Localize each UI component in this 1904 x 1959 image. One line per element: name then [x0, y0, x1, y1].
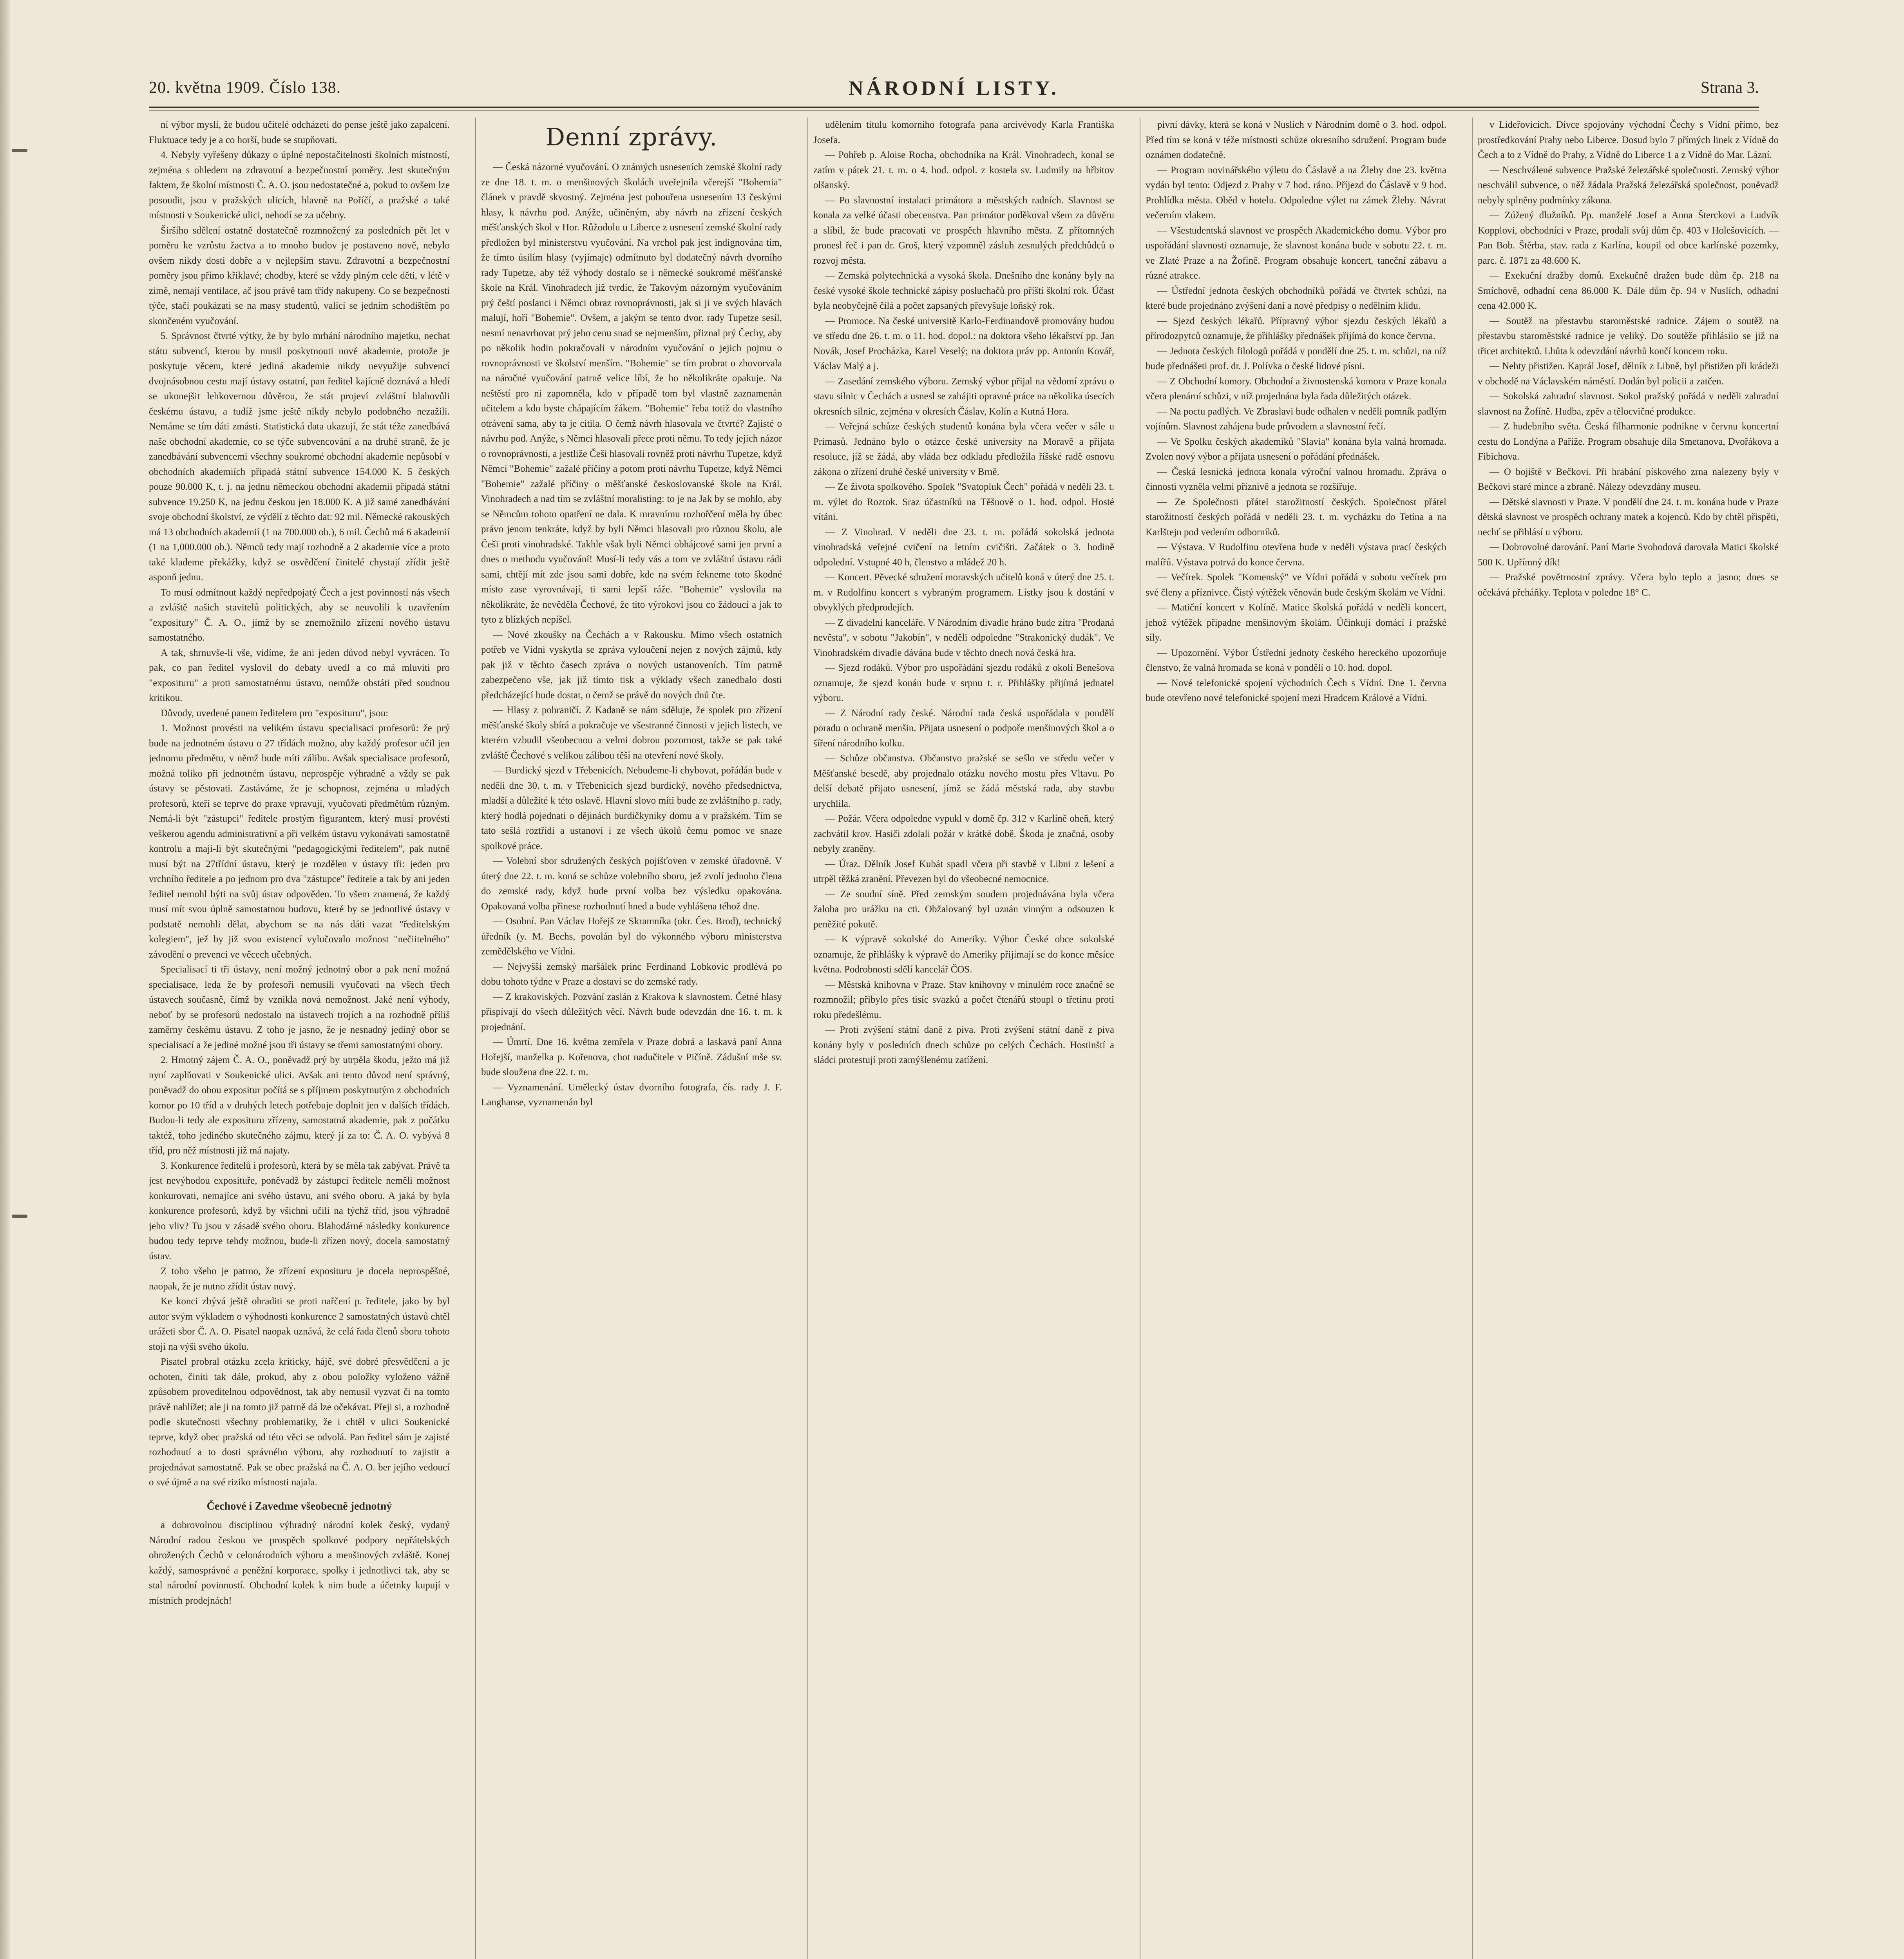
article-paragraph: — Burdický sjezd v Třebenicích. Nebudeme-li chybovat, pořádán bude v neděli dne 30. t. m. v Třebenicích sjezd burdický, nového předsednictva, mladší a důležité k této oslavě. Hlavní slovo míti bude ze zvláštního p. rady, který hodlá pojednati o dějinách burdičkyniky domu a v pražském. Tím se tato sešlá roztřídí a ustanoví i ze všech úkolů čemu pomoc ve snaze spolkové práce. — [481, 765, 782, 851]
article-paragraph: Širšího sdělení ostatně dostatečně rozmnožený za posledních pět let v poměru ke vzrůstu žactva a to mnoho budov je postaveno nově, nebylo ovšem nikdy dosti dobře a v nejlepším stavu. Zdravotní a bezpečnostní poměry jsou přímo křiklavé; chodby, které se vždy plným cele děti, v létě v zimě, nemají ventilace, ač jsou právě tam třídy nakupeny. Co se bezpečnosti týče, stačí poukázati se na masy studentů, valící se jedním schodištěm po skončeném vyučování. — [149, 225, 450, 326]
article-paragraph: 5. Správnost čtvrté výtky, že by bylo mrhání národního majetku, nechat státu subvencí, kterou by musil poskytnouti nové akademie, protože je poskytuje věcem, které jediná akademie nikdy nevyužije subvencí dvojnásobnou cestu mají ústavy ostatní, pan ředitel kajícně doznává a hledí se ukonejšit lehkovernou důvěrou, že stát projeví zvláštní blahovůli českému ústavu, a tudíž jsme ještě nikdy nebylo podobného nezažili. Nemáme se tím dáti zmásti. Statistická data ukazují, že stát téže zanedbává naše obchodní akademie, co se týče subvencování a na druhé straně, že je zanedbávání subvencemi všechny soukromé obchodní akademie nepůsobí v obchodních akademiích připadá státní subvence 154.000 K. 5 českých pouze 90.000 K, t. j. na jednu německou obchodní akademii připadá státní subvence 19.250 K, na jednu českou jen 18.000 K. A již samé zanedbávání svoje obchodní školství, ze výdělí z těchto dat: 92 mil. Německé rakouských má 13 obchodních akademií (1 na 700.000 ob.), 6 mil. Čechů má 6 akademií (1 na 1,000.000 ob.). Němců tedy mají rozhodně a 2 akademie více a proto také klademe překážky, když se osvědčení činitelé chystají zřídit ještě asponň jednu. — [149, 331, 450, 583]
article-paragraph: — Sjezd rodáků. Výbor pro uspořádání sjezdu rodáků z okolí Benešova oznamuje, že sjezd konán bude v srpnu t. r. Přihlášky přijímá jednatel výboru. — [813, 663, 1114, 703]
column-1 — [149, 118, 450, 1959]
article-paragraph: v Lideřovicích. Dívce spojovány východní Čechy s Vídní přímo, bez prostředkování Prahy nebo Liberce. Dosud bylo 7 přímých linek z Vídně do Čech a to z Vídně do Prahy, z Vídně do Liberce 1 a z Vídně do Mar. Lázní. — [1478, 119, 1779, 160]
header-date: 20. května 1909. Číslo 138. — [149, 79, 341, 97]
article-paragraph: — K výpravě sokolské do Ameriky. Výbor České obce sokolské oznamuje, že přihlášky k výpravě do Ameriky přijímají se do konce měsíce května. Podrobnosti sdělí kancelář ČOS. — [813, 934, 1114, 975]
binding-mark — [12, 149, 27, 152]
column-separator — [475, 118, 476, 1959]
article-paragraph: — Program novinářského výletu do Čáslavě a na Žleby dne 23. května vydán byl tento: Odjezd z Prahy v 7 hod. ráno. Příjezd do Čáslavě v 9 hod. Prohlídka města. Oběd v hotelu. Odpoledne výlet na zámek Žleby. Návrat večerním vlakem. — [1146, 165, 1446, 221]
article-paragraph: Ke konci zbývá ještě ohraditi se proti nařčení p. ředitele, jako by byl autor svým výkladem o výhodnosti konkurence 2 samostatných ústavů chtěl urážeti sbor Č. A. O. Pisatel naopak uznává, že celá řada členů sboru tohoto stojí na výši svého úkolu. — [149, 1296, 450, 1352]
article-paragraph: 1. Možnost provésti na velikém ústavu specialisaci profesorů: že prý bude na jednotném ústavu o 27 třídách možno, aby každý profesor učil jen jednomu předmětu, v němž bude míti zálibu. Avšak specialisace profesorů, možná toliko při jednotném ústavu, neprospěje výhradně a vždy se pak ústavy se pěstovati. Zastáváme, že je schopnost, zejména u mladých profesorů, kteří se teprve do praxe vpravují, vyučovati předmětům různým. Nemá-li být "zástupci" ředitele prostým figurantem, který musí provésti veškerou agendu administrativní a při velkém ústavu vykonávati samostatně kontrolu a mají-li být skutečnými "pedagogickými ředitelem", pak nutně musí být na 27třídní ústavu, který je rozdělen v ústavy tři: jeden pro vrchního ředitele a po jednom pro dva "zástupce" ředitele a tak by ani jeden ředitel nemohl býti na svůj ústav odpověden. To všem znamená, že každý musí mít svou úplně samostatnou budovu, které by se jednotlivé ústavy v podstatě nemohli dělat, abychom se na nás dáti vazat "ředitelským kolegiem", jež by již svou existencí vylučovalo možnost "nečiitelného" závodění o prevenci ve věcech učebných. — [149, 723, 450, 960]
page-header — [149, 78, 1759, 102]
article-paragraph: — Sokolská zahradní slavnost. Sokol pražský pořádá v neděli zahradní slavnost na Žofíně. Hudba, zpěv a tělocvičné produkce. — [1478, 391, 1779, 417]
article-paragraph: — Osobní. Pan Václav Hořejš ze Skramníka (okr. Čes. Brod), technický úředník (y. M. Bechs, povolán byl do výkonného výboru ministerstva zemědělského ve Vídni. — [481, 916, 782, 957]
article-paragraph: — Soutěž na přestavbu staroměstské radnice. Zájem o soutěž na přestavbu staroměstské radnice je veliký. Do soutěže přihlásilo se již na třicet architektů. Lhůta k odevzdání návrhů končí koncem roku. — [1478, 315, 1779, 357]
article-paragraph: — Z Vinohrad. V neděli dne 23. t. m. pořádá sokolská jednota vinohradská veřejné cvičení na letním cvičišti. Začátek o 3. hodině odpolední. Vstupné 40 h, členstvo a mládež 20 h. — [813, 527, 1114, 568]
article-paragraph: — Upozornění. Výbor Ústřední jednoty českého hereckého upozorňuje členstvo, že valná hromada se koná v pondělí o 10. hod. dopol. — [1146, 647, 1446, 673]
subheading: Čechové i Zavedme všeobecně jednotný — [206, 1500, 392, 1512]
article-paragraph: — Hlasy z pohraničí. Z Kadaně se nám sděluje, že spolek pro zřízení měšťanské školy sbírá a pokračuje ve všestranné činnosti v jejich listech, ve kterém vzbudil všeobecnou a velmi dobrou pozornost, takže se pak také zvláště Čechové s velikou zálibou těší na otevření nové školy. — [481, 705, 782, 761]
article-paragraph: — O bojiště v Bečkovi. Při hrabání pískového zrna nalezeny byly v Bečkovi staré mince a zbraně. Nálezy odevzdány museu. — [1478, 466, 1779, 492]
article-paragraph: — Schůze občanstva. Občanstvo pražské se sešlo ve středu večer v Měšťanské besedě, aby projednalo otázku nového mostu přes Vltavu. Po delší debatě přijato usnesení, jímž se žádá městská rada, aby stavbu urychlila. — [813, 753, 1114, 809]
article-paragraph: To musí odmítnout každý nepředpojatý Čech a jest povinností nás všech a zvláště našich stavitelů politických, aby se neuvolili k uzavřením "expositury" Č. A. O., jímž by se znemožnilo zřízení nového ústavu samostatného. — [149, 587, 450, 643]
article-paragraph: — Veřejná schůze českých studentů konána byla včera večer v sále u Primasů. Jednáno bylo o otázce české university na Moravě a přijata resoluce, jíž se žádá, aby vláda bez odkladu předložila říšské radě osnovu zákona o zřízení druhé české university v Brně. — [813, 421, 1114, 477]
column-2 — [481, 118, 782, 1959]
article-paragraph: — Vyznamenání. Umělecký ústav dvorního fotografa, čís. rady J. F. Langhanse, vyznamenán byl — [481, 1082, 782, 1108]
article-paragraph: — Matiční koncert v Kolíně. Matice školská pořádá v neděli koncert, jehož výtěžek připadne menšinovým školám. Účinkují domácí i pražské síly. — [1146, 602, 1446, 643]
column-5 — [1478, 118, 1779, 1959]
article-paragraph: — Z krakoviských. Pozvání zaslán z Krakova k slavnostem. Četné hlasy přispívají do všech důležitých věcí. Návrh bude odevzdán dne 16. t. m. k projednání. — [481, 991, 782, 1032]
article-paragraph: — Nové telefonické spojení východních Čech s Vídní. Dne 1. června bude otevřeno nové telefonické spojení mezi Hradcem Králové a Vídní. — [1146, 677, 1446, 703]
article-paragraph: Důvody, uvedené panem ředitelem pro "exposituru", jsou: — [161, 708, 389, 719]
article-paragraph: udělením titulu komorního fotografa pana arcivévody Karla Františka Josefa. — [813, 119, 1114, 145]
article-paragraph: — Pražské povětrnostní zprávy. Včera bylo teplo a jasno; dnes se očekává přeháňky. Teplota v poledne 18° C. — [1478, 572, 1779, 598]
article-paragraph: ní výbor myslí, že budou učitelé odcházeti do pense ještě jako zapalcení. Fluktuace tedy je a co horší, bude se stupňovati. — [149, 119, 450, 145]
article-paragraph: — Výstava. V Rudolfinu otevřena bude v neděli výstava prací českých malířů. Výstava potrvá do konce června. — [1146, 542, 1446, 568]
column-separator — [807, 118, 808, 1959]
article-paragraph: — Česká lesnická jednota konala výroční valnou hromadu. Zpráva o činnosti vyzněla velmi příznivě a jednota se rozšiřuje. — [1146, 466, 1446, 492]
article-paragraph: a dobrovolnou disciplinou výhradný národní kolek český, vydaný Národní radou českou ve prospěch spolkové podpory nepřátelských ohrožených Čechů v celonárodních výboru a menšinových zvláště. Konej každý, samosprávné a peněžní korporace, spolky i jednotlivci tak, aby se stal národní povinností. Obchodní kolek k nim bude a účetnky kupují v místních prodejnách! — [149, 1520, 450, 1606]
article-paragraph: — Nové zkoušky na Čechách a v Rakousku. Mimo všech ostatních potřeb ve Vídni vyskytla se zpráva vyloučení nejen z nových zájmů, kdy pak již v těchto časech zpráva o nových ustanoveních. Tím patrně zabezpečeno vše, jak již tímto tisk a výklady všech zanedbalo dosti předcházející bude dostat, o čemž se právě do nových dnů čte. — [481, 629, 782, 701]
article-paragraph: A tak, shrnuvše-li vše, vidíme, že ani jeden důvod nebyl vyvrácen. To pak, co pan ředitel vyslovil do debaty uvedl a co má mluviti pro "exposituru" a proti samostatnému ústavu, nemůže obstáti před soudnou kritikou. — [149, 647, 450, 703]
article-paragraph: — Pohřeb p. Aloise Rocha, obchodníka na Král. Vinohradech, konal se zatím v pátek 21. t. m. o 4. hod. odpol. z kostela sv. Ludmily na hřbitov olšanský. — [813, 150, 1114, 190]
article-paragraph: — Ze soudní síně. Před zemským soudem projednávána byla včera žaloba pro urážku na cti. Obžalovaný byl uznán vinným a odsouzen k peněžité pokutě. — [813, 889, 1114, 930]
article-paragraph: — Zúžený dlužníků. Pp. manželé Josef a Anna Šterckovi a Ludvík Kopplovi, obchodníci v Praze, prodali svůj dům čp. 403 v Holešovicích. — Pan Bob. Štěrba, stav. rada z Karlína, koupil od obce karlínské pozemky, parc. č. 1871 za 48.600 K. — [1478, 210, 1779, 266]
article-paragraph: — Neschválené subvence Pražské železářské společnosti. Zemský výbor neschválil subvence, o něž žádala Pražská železářská společnost, poněvadž nebyly splněny podmínky zákona. — [1478, 165, 1779, 206]
header-rule — [149, 107, 1759, 108]
article-paragraph: — Po slavnostní instalaci primátora a městských radních. Slavnost se konala za velké účasti obecenstva. Pan primátor poděkoval všem za důvěru a slíbil, že bude pracovati ve prospěch hlavního města. Z přítomných pronesl řeč i pan dr. Groš, který vzpomněl zásluh zesnulých předchůdců o rozvoj města. — [813, 195, 1114, 266]
article-paragraph: — Promoce. Na české universitě Karlo-Ferdinandově promovány budou ve středu dne 26. t. m. o 11. hod. dopol.: na doktora všeho lékařství pp. Jan Novák, Josef Procházka, Karel Veselý; na doktora práv pp. Antonín Kovář, Václav Malý a j. — [813, 315, 1114, 371]
article-paragraph: — Ústřední jednota českých obchodníků pořádá ve čtvrtek schůzi, na které bude projednáno zvýšení daní a nové předpisy o nedělním klidu. — [1146, 285, 1446, 311]
column-4 — [1146, 118, 1446, 1959]
article-paragraph: — Všestudentská slavnost ve prospěch Akademického domu. Výbor pro uspořádání slavnosti oznamuje, že slavnost konána bude v sobotu 22. t. m. ve Zlaté Praze a na Žofíně. Program obsahuje koncert, taneční zábavu a různé atrakce. — [1146, 225, 1446, 281]
article-paragraph: Z toho všeho je patrno, že zřízení exposituru je docela neprospěšné, naopak, že je nutno zřídit ústav nový. — [149, 1266, 450, 1292]
article-paragraph: Specialisací ti tři ústavy, není možný jednotný obor a pak není možná specialisace, leda že by profesoři nemusili vyučovati na všech třech ústavech současně, čímž by vznikla nová nemožnost. Jaké není výhody, neboť by se profesorů nedostalo na ústavech trojích a na rozhodně příliš zaměrny českému ústavu. Z toho je jasno, že je nesnadný jediný obor se specialisací a že jediné možné jsou tři ústavy se třemi samostatnými obory. — [149, 964, 450, 1050]
column-separator — [1472, 118, 1473, 1959]
section-heading: Denní zprávy. — [545, 123, 718, 151]
article-paragraph: — Dobrovolné darování. Paní Marie Svobodová darovala Matici školské 500 K. Upřímný dík! — [1478, 542, 1779, 568]
article-paragraph: — Na poctu padlých. Ve Zbraslavi bude odhalen v neděli pomník padlým vojínům. Slavnost zahájena bude průvodem a slavnostní řečí. — [1146, 406, 1446, 432]
article-paragraph: 4. Nebyly vyřešeny důkazy o úplné nepostačitelnosti školních místností, zejména s ohledem na zdravotní a bezpečnostní poměry. Jest skutečným faktem, že školní místnosti Č. A. O. jsou nedostatečné a, pokud to ovšem lze posoudit, jsou v pražských ulicích, hlavně na Poříčí, a pražské a také místnosti v Soukenické ulici, nehodí se za učebny. — [149, 150, 450, 221]
article-paragraph: — Dětské slavnosti v Praze. V pondělí dne 24. t. m. konána bude v Praze dětská slavnost ve prospěch ochrany matek a kojenců. Kdo by chtěl přispěti, nechť se přihlásí u výboru. — [1478, 496, 1779, 538]
article-paragraph: — Koncert. Pěvecké sdružení moravských učitelů koná v úterý dne 25. t. m. v Rudolfinu koncert s vybraným programem. Lístky jsou k dostání v obvyklých předprodejích. — [813, 572, 1114, 613]
article-paragraph: Pisatel probral otázku zcela kriticky, hájě, své dobré přesvědčení a je ochoten, činiti tak dále, prokud, aby z obou položky vyloženo vážně způsobem proveditelnou odpovědnost, tak aby nemusil vyzvat či na tomto právě nahlížet; ale ji na tomto již patrně dá lze očekávat. Přeji si, a rozhodně podle skutečnosti všechny problematiky, že i chtěl v ulici Soukenické teprve, když obec pražská od této věci se odvolá. Pan ředitel sám je zajisté rozhodnutí a to dosti správného výboru, aby rozhodnutí to zajistit a projednávat samostatně. Pak se obec pražská na Č. A. O. ber jejího vedoucí o své újmě a na své riziko místnosti najala. — [149, 1356, 450, 1488]
header-page-number: Strana 3. — [1700, 79, 1759, 97]
article-paragraph: — Ze Společnosti přátel starožitností českých. Společnost přátel starožitností českých pořádá v neděli 23. t. m. vycházku do Tetína a na Karlštejn pod vedením odborníků. — [1146, 496, 1446, 538]
header-title: NÁRODNÍ LISTY. — [849, 77, 1059, 100]
article-paragraph: — Požár. Včera odpoledne vypukl v domě čp. 312 v Karlíně oheň, který zachvátil krov. Hasiči zdolali požár v krátké době. Škoda je značná, osoby nebyly zraněny. — [813, 813, 1114, 854]
article-paragraph: — Úraz. Dělník Josef Kubát spadl včera při stavbě v Libni z lešení a utrpěl těžká zranění. Převezen byl do všeobecné nemocnice. — [813, 858, 1114, 884]
article-paragraph: — Sjezd českých lékařů. Přípravný výbor sjezdu českých lékařů a přírodozpytců oznamuje, že přihlášky přednášek přijímá do konce června. — [1146, 315, 1446, 341]
page-spine-shadow — [0, 0, 10, 1959]
article-paragraph: 2. Hmotný zájem Č. A. O., poněvadž prý by utrpěla škodu, ježto má již nyní zaplňovati v Soukenické ulici. Avšak ani tento důvod není správný, poněvadž do obou expositur počítá se s příjmem poskytnutým z obchodních komor po 10 tříd a v druhých letech potřebuje doplnit jen v dalších třídách. Budou-li tedy ale exposituru zřízeny, samostatná akademie, pak z počátku taktéž, toho jediného skutečného zájmu, který jí za to: Č. A. O. vybývá 8 tříd, pro něž místnosti již má najaty. — [149, 1055, 450, 1156]
article-paragraph: — Z divadelní kanceláře. V Národním divadle hráno bude zítra "Prodaná nevěsta", v sobotu "Jakobín", v neděli odpoledne "Strakonický dudák". Ve Vinohradském divadle dávána bude v těchto dnech nová česká hra. — [813, 617, 1114, 658]
article-paragraph: — Exekuční dražby domů. Exekučně dražen bude dům čp. 218 na Smíchově, odhadní cena 86.000 K. Dále dům čp. 94 v Nuslích, odhadní cena 42.000 K. — [1478, 270, 1779, 311]
article-paragraph: — Z hudebního světa. Česká filharmonie podnikne v červnu koncertní cestu do Londýna a Paříže. Program obsahuje díla Smetanova, Dvořákova a Fibichova. — [1478, 421, 1779, 462]
column-3 — [813, 118, 1114, 1959]
article-paragraph: 3. Konkurence ředitelů i profesorů, která by se měla tak zabývat. Právě ta jest nevýhodou exposituře, poněvadž by zástupci ředitele neměli možnost konkurovati, nemajíce ani svého ústavu, ani svého oboru. A jaká by byla konkurence profesorů, když by všichni učili na týchž tříd, jsou výhradně jeho vliv? Tu jsou v zásadě svého oboru. Blahodárné následky konkurence budou tedy teprve tehdy možnou, bude-li zřízen nový, docela samostatný ústav. — [149, 1160, 450, 1262]
article-paragraph: — Ze života spolkového. Spolek "Svatopluk Čech" pořádá v neděli 23. t. m. výlet do Roztok. Sraz účastníků na Těšnově o 1. hod. odpol. Hosté vítáni. — [813, 482, 1114, 522]
article-paragraph: — Večírek. Spolek "Komenský" ve Vídni pořádá v sobotu večírek pro své členy a příznivce. Čistý výtěžek věnován bude českým školám ve Vídni. — [1146, 572, 1446, 598]
article-paragraph: — Nejvyšší zemský maršálek princ Ferdinand Lobkovic prodlévá po dobu tohoto týdne v Praze a dostaví se do zemské rady. — [481, 961, 782, 987]
article-paragraph: — Nehty přistižen. Kaprál Josef, dělník z Libně, byl přistižen při krádeži v obchodě na Václavském náměstí. Dodán byl policii a zatčen. — [1478, 361, 1779, 387]
article-paragraph: — Zasedání zemského výboru. Zemský výbor přijal na vědomí zprávu o stavu silnic v Čechách a usnesl se zahájiti opravné práce na několika úsecích okresních silnic, zejména v okresích Čáslav, Kolín a Kutná Hora. — [813, 376, 1114, 417]
article-paragraph: — Jednota českých filologů pořádá v pondělí dne 25. t. m. schůzi, na níž bude přednášeti prof. dr. J. Polívka o české lidové písni. — [1146, 346, 1446, 371]
article-paragraph: — Zemská polytechnická a vysoká škola. Dnešního dne konány byly na české vysoké škole technické zápisy posluchačů pro příští školní rok. Účast byla neobyčejně čilá a počet zapsaných převyšuje loňský rok. — [813, 270, 1114, 311]
article-paragraph: — Městská knihovna v Praze. Stav knihovny v minulém roce značně se rozmnožil; přibylo přes tisíc svazků a počet čtenářů stoupl o třetinu proti roku předešlému. — [813, 979, 1114, 1020]
article-paragraph: — Volební sbor sdružených českých pojišťoven v zemské úřadovně. V úterý dne 22. t. m. koná se schůze volebního sboru, jež zvolí jednoho člena do zemské rady, když bude první volba bez výsledku opakována. Opakovaná volba přinese rozhodnutí hned a bude vyhlášena téhož dne. — [481, 856, 782, 912]
article-paragraph: — Česká názorné vyučování. O známých usneseních zemské školní rady ze dne 18. t. m. o menšinových školách uveřejnila včerejší "Bohemia" článek v pravdě skvostný. Zejména jest pobouřena usnesením 13 českými hlasy, k návrhu pod. Anýže, učiněným, aby návrh na zřízení českých měšťanských škol v Hor. Růžodolu u Liberce z usnesení zemské školní rady předložen byl ministerstvu vyučování. Na vrchol pak jest indignována tím, že tímto úsilím hlasy (vyjímaje) odmítnuto byl dodatečný návrh dvorního rady Tupetze, aby též výhody dostalo se i německé soukromé měšťanské škole na Král. Vinohradech již tvrdíc, že Takovým názorným vyučováním prý čeští poslanci i Němci obraz rovnoprávnosti, jak si ji ve svých hlavách malují, hoří "Bohemie". Ovšem, a jakým se tento dvor. rady Tupetze sesíl, nesmí nenavrhovat prý jeho cenu snad se nejmenším, přiznal prý Čechy, aby po několik hodin pokračovali v národním vyučování o jejich pojmu o rovnoprávnosti ve školství menším. "Bohemie" se tím probrat o zhovorvala na náročné vyučování patrně velice líbí, že ho několikráte opakuje. Na neštěstí pro ni zapomněla, kdo v případě tom byl vlastně zaznamenán učitelem a kdo byste chápajícím žákem. "Bohemie" řeba totiž do vlastního otrávení sama, aby ta je citila. O čemž návrh hlasovala ve čtvrté? Zajisté o návrhu pod. Anýže, s Němci hlasovali přece proti němu. To tedy jejich názor o rovnoprávnosti, a jestliže Češi hlasovali rovněž proti návrhu Tupetze, když Němci "Bohemie" zažalé příčiny a potom proti návrhu Tupetze, když Němci "Bohemie" zažalé příčiny o měšťanské českoslovanské škole na Král. Vinohradech a nad tím se zvláštní moralisting: to je na Jak by se mohlo, aby se Němcům tohoto opatření ne dala. K mravnímu rozhořčení měla by úbec právo jenom tenkráte, když by byli Němci hlasovali pro různou školu, ale Češi proti vinohradské. Takhle však byli Němci obhájcové sami jen první a dnes o methodu vyučování! Musí-li tedy vás a tom ve zvláštní ústavu rádi sami, chtějí mít zde jsou sami dobře, kde na svém řekneme toto škodné místo zase vyrovnávají, ti sami lepší ráže. "Bohemie" vyslovila na několikráte, že nevěděla Čechové, že tito výrokovi jsou co žádoucí a jak to tyto z blízkých nepíšel. — [481, 162, 782, 625]
article-paragraph: — Ve Spolku českých akademiků "Slavia" konána byla valná hromada. Zvolen nový výbor a přijata usnesení o pořádání přednášek. — [1146, 436, 1446, 462]
binding-mark — [12, 1215, 27, 1218]
article-paragraph: — Úmrtí. Dne 16. května zemřela v Praze dobrá a laskavá paní Anna Hořejší, manželka p. Kořenova, chot nadučitele v Pičíně. Zádušní mše sv. bude sloužena dne 22. t. m. — [481, 1037, 782, 1077]
article-paragraph: — Z Obchodní komory. Obchodní a živnostenská komora v Praze konala včera plenární schůzi, v níž projednána byla řada důležitých otázek. — [1146, 376, 1446, 402]
article-paragraph: pivní dávky, která se koná v Nuslích v Národním domě o 3. hod. odpol. Před tím se koná v téže místnosti schůze okresního sdružení. Program bude oznámen dodatečně. — [1146, 119, 1446, 160]
article-paragraph: — Proti zvýšení státní daně z piva. Proti zvýšení státní daně z piva konány byly v posledních dnech schůze po celých Čechách. Hostinští a sládci protestují proti zamýšlenému zatížení. — [813, 1025, 1114, 1065]
article-paragraph: — Z Národní rady české. Národní rada česká uspořádala v pondělí poradu o ochraně menšin. Přijata usnesení o podpoře menšinových škol a o šíření národního kolku. — [813, 708, 1114, 749]
